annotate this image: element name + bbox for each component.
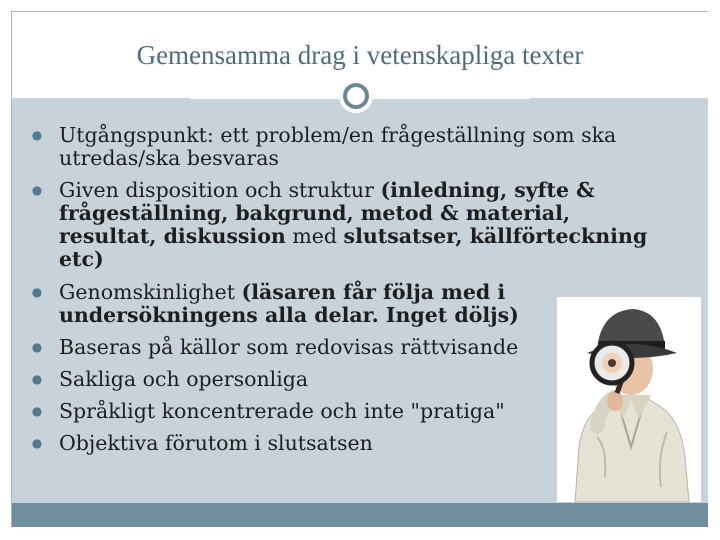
- bullet-icon: ●: [31, 340, 43, 354]
- footer-band: [12, 503, 708, 527]
- bullet-text: med: [285, 224, 344, 248]
- bullet-icon: ●: [31, 183, 43, 197]
- detective-magnifier-icon: [557, 297, 701, 502]
- bullet-text: Genomskinlighet: [59, 280, 242, 304]
- list-item: [30, 124, 670, 170]
- bullet-icon: ●: [31, 404, 43, 418]
- bullet-text: Språkligt koncentrerade och inte "pratiga": [59, 399, 505, 423]
- bullet-strong-text: (läsaren får följa med i undersökningens alla delar. Inget döljs): [59, 280, 519, 327]
- detective-image: [557, 297, 701, 502]
- list-item: [30, 179, 670, 271]
- slide-title: Gemensamma drag i vetenskapliga texter: [136, 40, 584, 70]
- bullet-text: Objektiva förutom i slutsatsen: [59, 431, 373, 455]
- bullet-icon: ●: [31, 436, 43, 450]
- bullet-text: Utgångspunkt: ett problem/en frågeställning som ska utredas/ska besvaras: [59, 123, 617, 170]
- bullet-text: Given disposition och struktur: [59, 178, 381, 202]
- bullet-icon: ●: [31, 285, 43, 299]
- bullet-icon: ●: [31, 128, 43, 142]
- bullet-text: Baseras på källor som redovisas rättvisande: [59, 335, 519, 359]
- bullet-text: Sakliga och opersonliga: [59, 367, 309, 391]
- bullet-icon: ●: [31, 372, 43, 386]
- ring-ornament-icon: [339, 79, 373, 113]
- bullet-strong-text: slutsatser, källförteckning etc): [59, 224, 648, 271]
- bullet-strong-text: (inledning, syfte & frågeställning, bakgrund, metod & material, resultat, diskussion: [59, 178, 595, 248]
